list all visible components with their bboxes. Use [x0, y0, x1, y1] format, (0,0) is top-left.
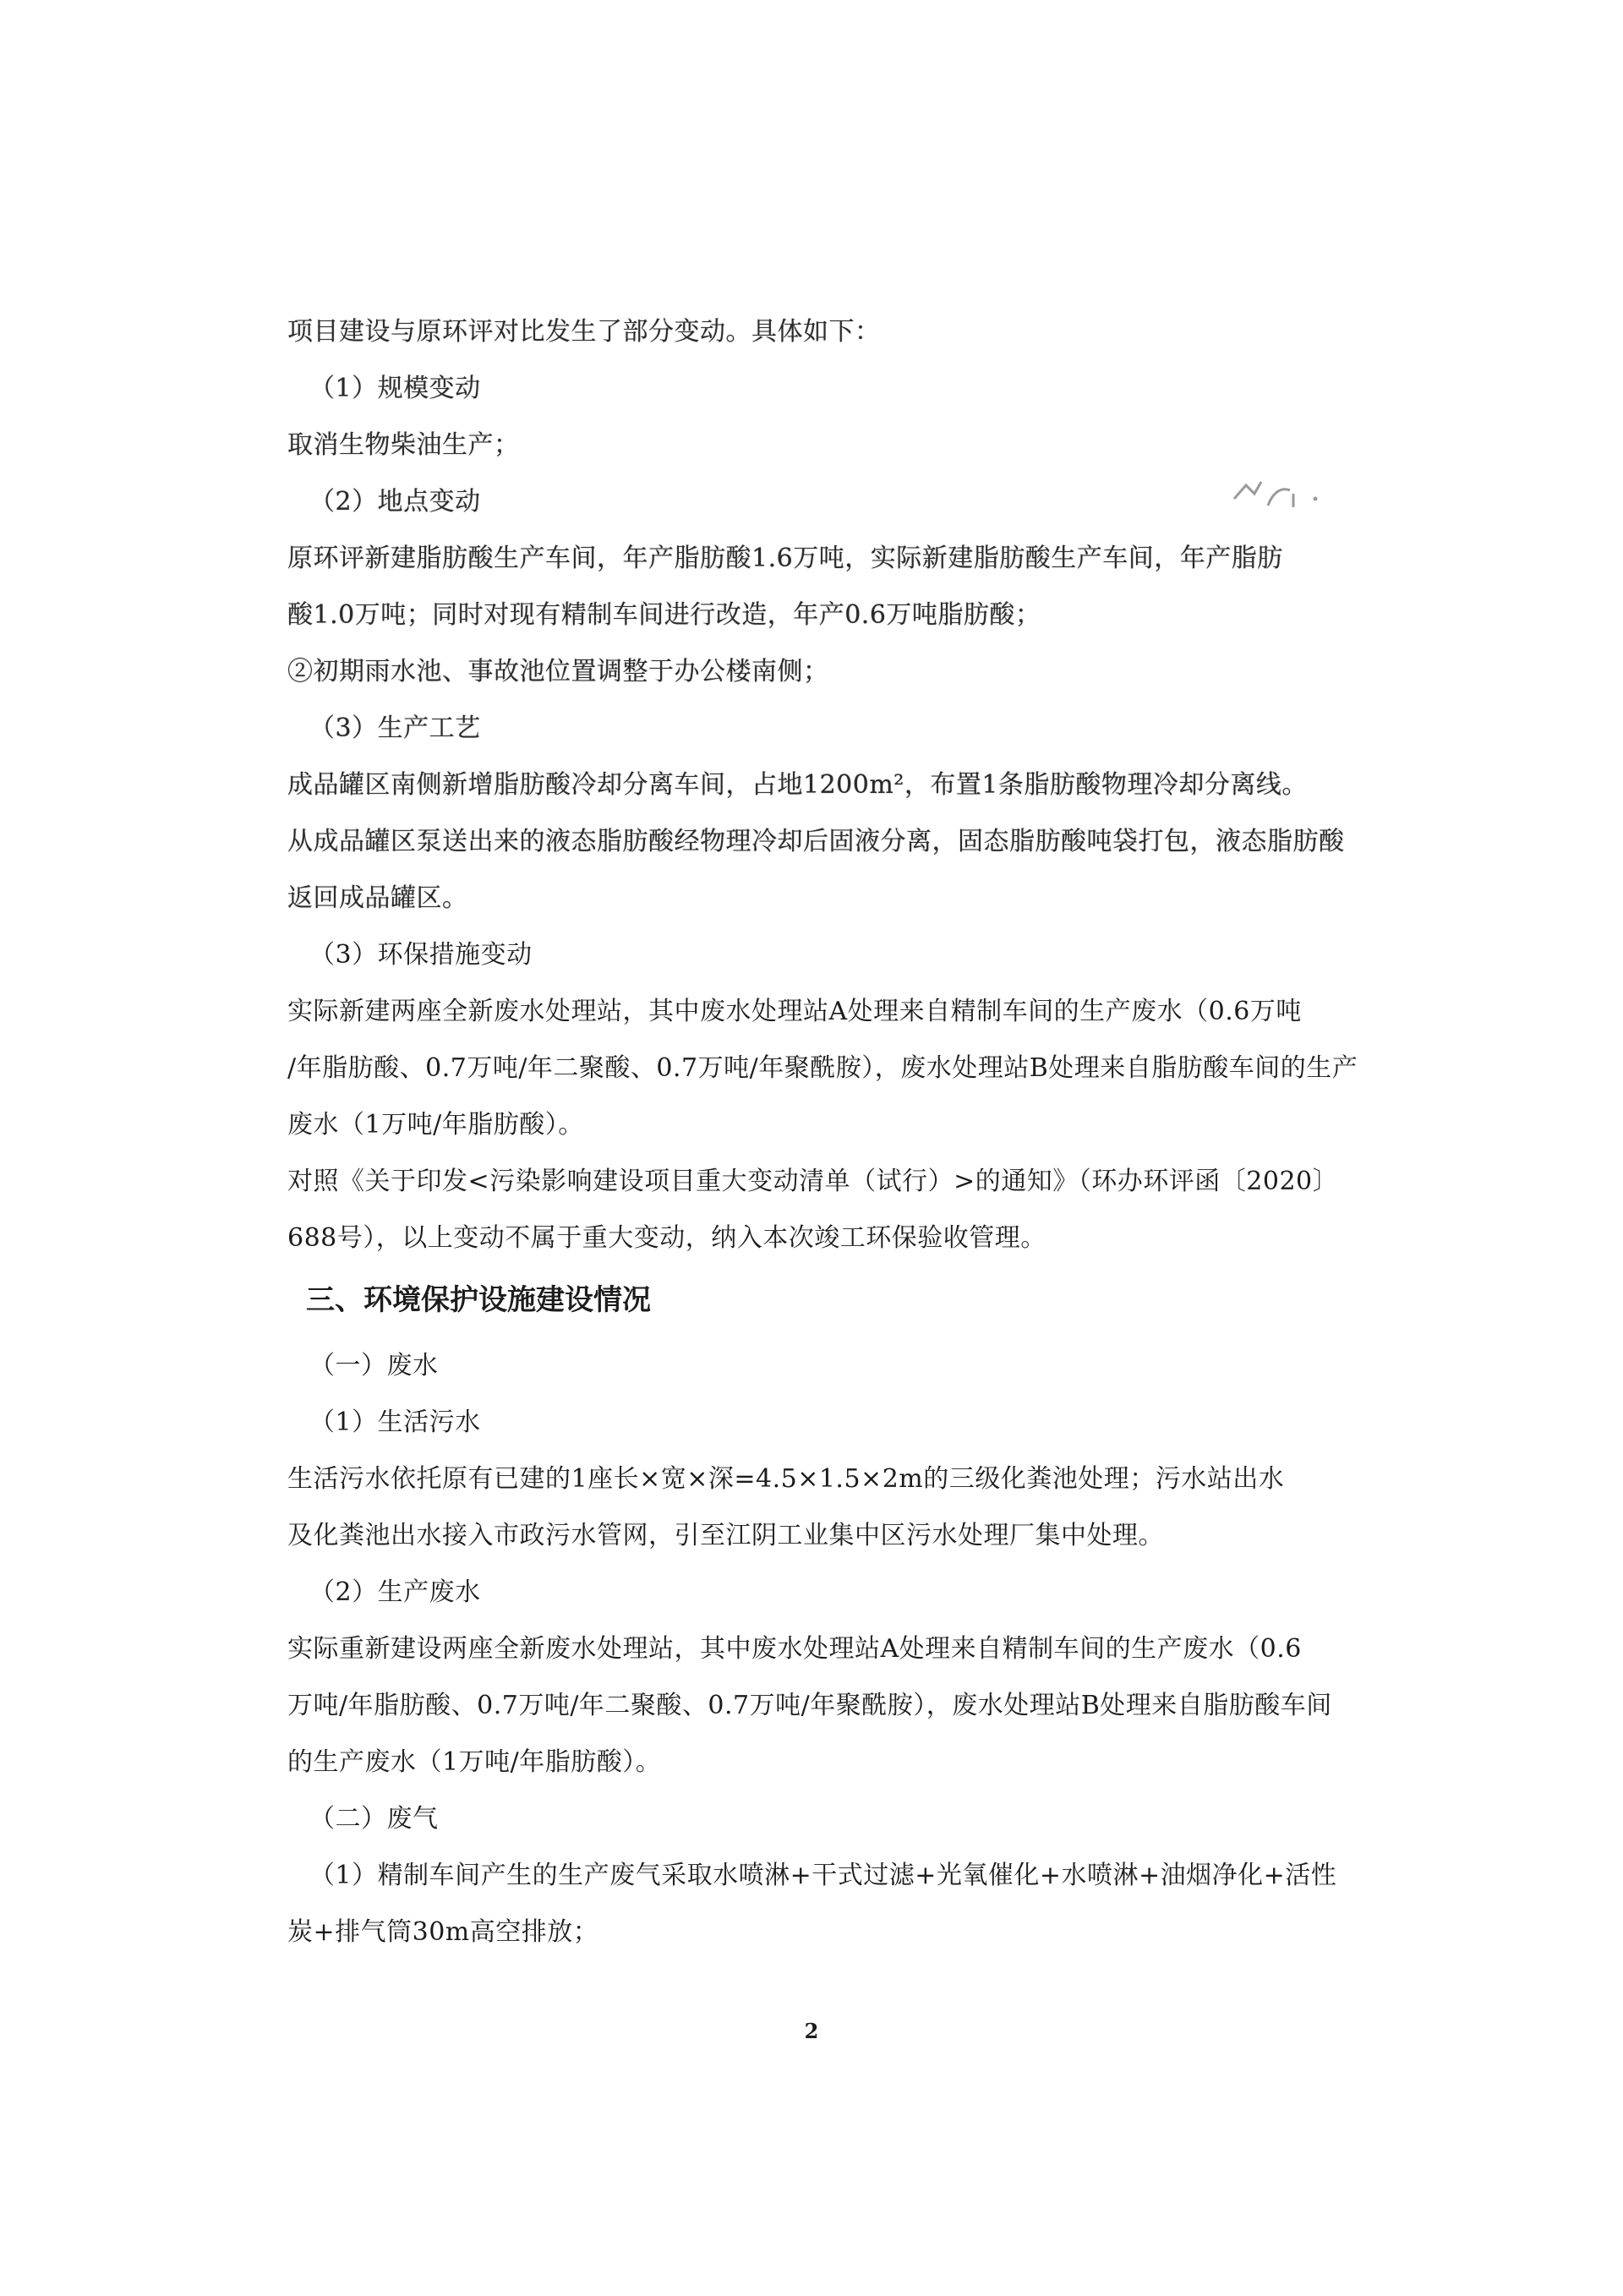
- paragraph-location-line-1: 原环评新建脂肪酸生产车间，年产脂肪酸1.6万吨，实际新建脂肪酸生产车间，年产脂肪: [287, 544, 1283, 573]
- page-number: 2: [804, 2019, 819, 2043]
- paragraph-process-line-2: 从成品罐区泵送出来的液态脂肪酸经物理冷却后固液分离，固态脂肪酸吨袋打包，液态脂肪酸: [287, 827, 1345, 856]
- paragraph-process-line-3: 返回成品罐区。: [287, 883, 468, 913]
- paragraph-rainwater-pool: ②初期雨水池、事故池位置调整于办公楼南侧；: [287, 657, 829, 686]
- paragraph-domestic-sewage-line-1: 生活污水依托原有已建的1座长×宽×深=4.5×1.5×2m的三级化粪池处理；污水站出水: [287, 1464, 1285, 1494]
- paragraph-production-wastewater-line-1: 实际重新建设两座全新废水处理站，其中废水处理站A处理来自精制车间的生产废水（0.6: [287, 1634, 1302, 1664]
- heading-scale-change: （1）规模变动: [309, 374, 481, 403]
- paragraph-conclusion-line-2: 688号），以上变动不属于重大变动，纳入本次竣工环保验收管理。: [287, 1223, 1046, 1253]
- paragraph-env-measures-line-2: /年脂肪酸、0.7万吨/年二聚酸、0.7万吨/年聚酰胺），废水处理站B处理来自脂肪酸车间的生产: [287, 1053, 1358, 1083]
- paragraph-location-line-2: 酸1.0万吨；同时对现有精制车间进行改造，年产0.6万吨脂肪酸；: [287, 600, 1041, 630]
- paragraph-production-wastewater-line-2: 万吨/年脂肪酸、0.7万吨/年二聚酸、0.7万吨/年聚酰胺），废水处理站B处理来自脂肪酸车间: [287, 1691, 1332, 1720]
- heading-wastewater: （一）废水: [309, 1351, 439, 1380]
- heading-process-change: （3）生产工艺: [309, 713, 481, 743]
- paragraph-scale-change: 取消生物柴油生产；: [287, 430, 520, 460]
- ink-smudge-icon: [1217, 456, 1327, 524]
- paragraph-process-line-1: 成品罐区南侧新增脂肪酸冷却分离车间，占地1200m²，布置1条脂肪酸物理冷却分离线。: [287, 770, 1308, 800]
- heading-location-change: （2）地点变动: [309, 487, 481, 517]
- heading-env-measures-change: （3）环保措施变动: [309, 940, 533, 970]
- heading-production-wastewater: （2）生产废水: [309, 1577, 481, 1607]
- heading-waste-gas: （二）废气: [309, 1804, 439, 1834]
- paragraph-production-wastewater-line-3: 的生产废水（1万吨/年脂肪酸）。: [287, 1747, 662, 1777]
- paragraph-waste-gas-line-1: （1）精制车间产生的生产废气采取水喷淋+干式过滤+光氧催化+水喷淋+油烟净化+活性: [309, 1861, 1337, 1890]
- heading-domestic-sewage: （1）生活污水: [309, 1408, 481, 1437]
- section-heading-env-protection: 三、环境保护设施建设情况: [306, 1283, 651, 1317]
- paragraph-conclusion-line-1: 对照《关于印发<污染影响建设项目重大变动清单（试行）>的通知》（环办环评函〔2020〕: [287, 1167, 1339, 1196]
- paragraph-env-measures-line-1: 实际新建两座全新废水处理站，其中废水处理站A处理来自精制车间的生产废水（0.6万吨: [287, 997, 1302, 1026]
- paragraph-intro: 项目建设与原环评对比发生了部分变动。具体如下：: [287, 317, 881, 347]
- paragraph-domestic-sewage-line-2: 及化粪池出水接入市政污水管网，引至江阴工业集中区污水处理厂集中处理。: [287, 1521, 1164, 1550]
- paragraph-waste-gas-line-2: 炭+排气筒30m高空排放；: [287, 1917, 599, 1947]
- paragraph-env-measures-line-3: 废水（1万吨/年脂肪酸）。: [287, 1110, 584, 1140]
